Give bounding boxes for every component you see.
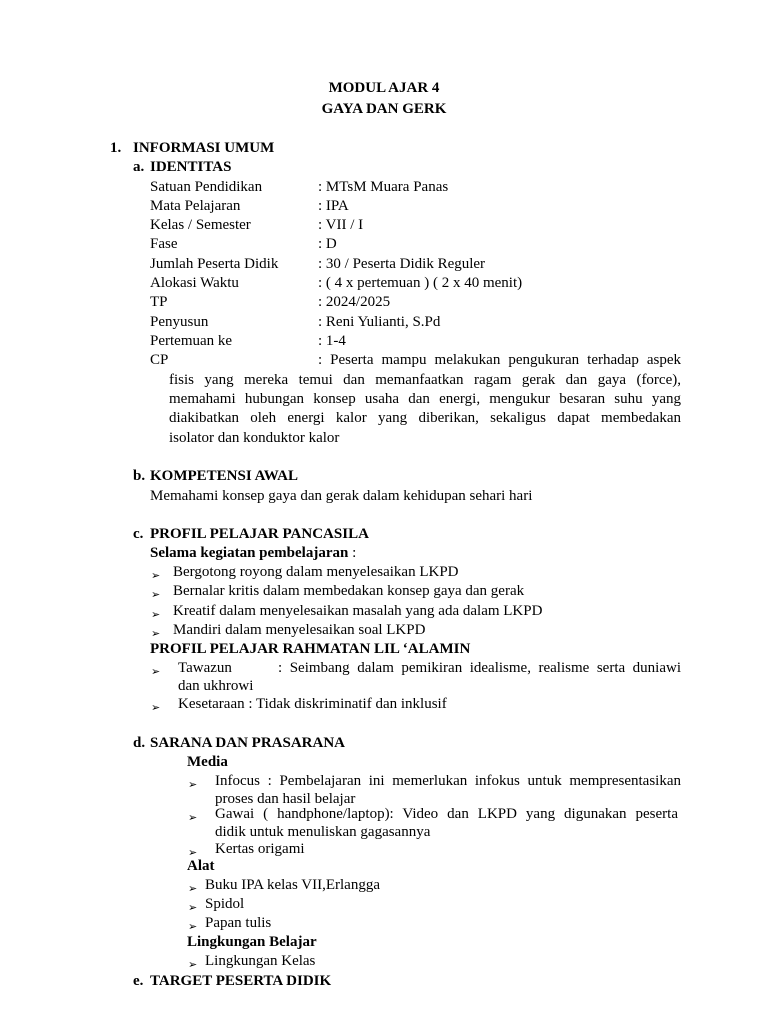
arrow-bullet-icon: ➢ xyxy=(188,778,198,791)
arrow-bullet-icon: ➢ xyxy=(151,627,161,640)
alat-item: Spidol xyxy=(205,896,245,912)
arrow-bullet-icon: ➢ xyxy=(188,901,198,914)
cp-text: memahami hubungan konsep usaha dan energi, mengukur besaran suhu yang xyxy=(169,391,681,407)
list-item: Bernalar kritis dalam membedakan konsep gaya dan gerak xyxy=(173,583,525,599)
profil-subheading xyxy=(150,544,356,563)
subsection-letter: d. xyxy=(133,735,146,751)
identity-label: Jumlah Peserta Didik xyxy=(150,256,279,272)
identity-label: Satuan Pendidikan xyxy=(150,179,263,195)
arrow-bullet-icon: ➢ xyxy=(151,665,161,678)
section-heading: INFORMASI UMUM xyxy=(133,140,275,156)
identity-value: : IPA xyxy=(318,198,349,214)
cp-text: isolator dan konduktor kalor xyxy=(169,430,340,446)
arrow-bullet-icon: ➢ xyxy=(188,920,198,933)
arrow-bullet-icon: ➢ xyxy=(188,958,198,971)
kesetaraan-text: Kesetaraan : Tidak diskriminatif dan inklusif xyxy=(178,696,447,712)
tawazun-text: dan ukhrowi xyxy=(178,678,254,694)
tawazun-label: Tawazun xyxy=(178,660,232,676)
subsection-heading: PROFIL PELAJAR PANCASILA xyxy=(150,526,369,542)
identity-label: Fase xyxy=(150,236,178,252)
alat-item: Buku IPA kelas VII,Erlangga xyxy=(205,877,380,893)
media-item: Infocus : Pembelajaran ini memerlukan infokus untuk mempresentasikan xyxy=(215,773,681,789)
media-item: proses dan hasil belajar xyxy=(215,791,356,807)
subsection-letter: b. xyxy=(133,468,146,484)
alat-heading: Alat xyxy=(187,858,215,874)
profil-subheading-colon: : xyxy=(348,545,357,561)
identity-value: : 2024/2025 xyxy=(318,294,391,310)
arrow-bullet-icon: ➢ xyxy=(188,811,198,824)
subsection-heading: SARANA DAN PRASARANA xyxy=(150,735,346,751)
identity-label: Mata Pelajaran xyxy=(150,198,241,214)
media-item: Gawai ( handphone/laptop): Video dan LKPD yang digunakan peserta xyxy=(215,806,678,822)
list-item: Kreatif dalam menyelesaikan masalah yang ada dalam LKPD xyxy=(173,603,543,619)
identity-label: Alokasi Waktu xyxy=(150,275,239,291)
identity-value: : Reni Yulianti, S.Pd xyxy=(318,314,441,330)
identity-value: : MTsM Muara Panas xyxy=(318,179,449,195)
subsection-heading: TARGET PESERTA DIDIK xyxy=(150,973,332,989)
cp-label: CP xyxy=(150,352,169,368)
identity-label: Pertemuan ke xyxy=(150,333,233,349)
subsection-heading: IDENTITAS xyxy=(150,159,232,175)
media-item: Kertas origami xyxy=(215,841,305,857)
list-item: Mandiri dalam menyelesaikan soal LKPD xyxy=(173,622,426,638)
kompetensi-text: Memahami konsep gaya dan gerak dalam kehidupan sehari hari xyxy=(150,488,533,504)
arrow-bullet-icon: ➢ xyxy=(151,569,161,582)
document-title: MODUL AJAR 4 xyxy=(328,80,440,96)
lingkungan-item: Lingkungan Kelas xyxy=(205,953,316,969)
subsection-letter: c. xyxy=(133,526,144,542)
rahmatan-heading: PROFIL PELAJAR RAHMATAN LIL ‘ALAMIN xyxy=(150,641,471,657)
identity-value: : 30 / Peserta Didik Reguler xyxy=(318,256,486,272)
identity-label: Penyusun xyxy=(150,314,209,330)
subsection-heading: KOMPETENSI AWAL xyxy=(150,468,298,484)
cp-text: : Peserta mampu melakukan pengukuran terhadap aspek xyxy=(318,352,681,368)
cp-text: diakibatkan oleh energi kalor yang diberikan, sekaligus dapat membedakan xyxy=(169,410,681,426)
media-item: didik untuk menuliskan gagasannya xyxy=(215,824,431,840)
arrow-bullet-icon: ➢ xyxy=(188,882,198,895)
lingkungan-heading: Lingkungan Belajar xyxy=(187,934,317,950)
identity-label: TP xyxy=(150,294,168,310)
list-item: Bergotong royong dalam menyelesaikan LKPD xyxy=(173,564,459,580)
arrow-bullet-icon: ➢ xyxy=(151,588,161,601)
alat-item: Papan tulis xyxy=(205,915,272,931)
identity-value: : ( 4 x pertemuan ) ( 2 x 40 menit) xyxy=(318,275,523,291)
identity-label: Kelas / Semester xyxy=(150,217,251,233)
subsection-letter: e. xyxy=(133,973,144,989)
arrow-bullet-icon: ➢ xyxy=(151,608,161,621)
arrow-bullet-icon: ➢ xyxy=(151,701,161,714)
identity-value: : D xyxy=(318,236,337,252)
cp-text: fisis yang mereka temui dan memanfaatkan ragam gerak dan gaya (force), xyxy=(169,372,681,388)
section-number: 1. xyxy=(110,140,122,156)
identity-value: : VII / I xyxy=(318,217,364,233)
tawazun-text: : Seimbang dalam pemikiran idealisme, realisme serta duniawi xyxy=(278,660,681,676)
document-subtitle: GAYA DAN GERK xyxy=(321,101,447,117)
media-heading: Media xyxy=(187,754,228,770)
arrow-bullet-icon: ➢ xyxy=(188,846,198,859)
identity-value: : 1-4 xyxy=(318,333,346,349)
subsection-letter: a. xyxy=(133,159,145,175)
profil-subheading-text: Selama kegiatan pembelajaran xyxy=(150,545,349,561)
